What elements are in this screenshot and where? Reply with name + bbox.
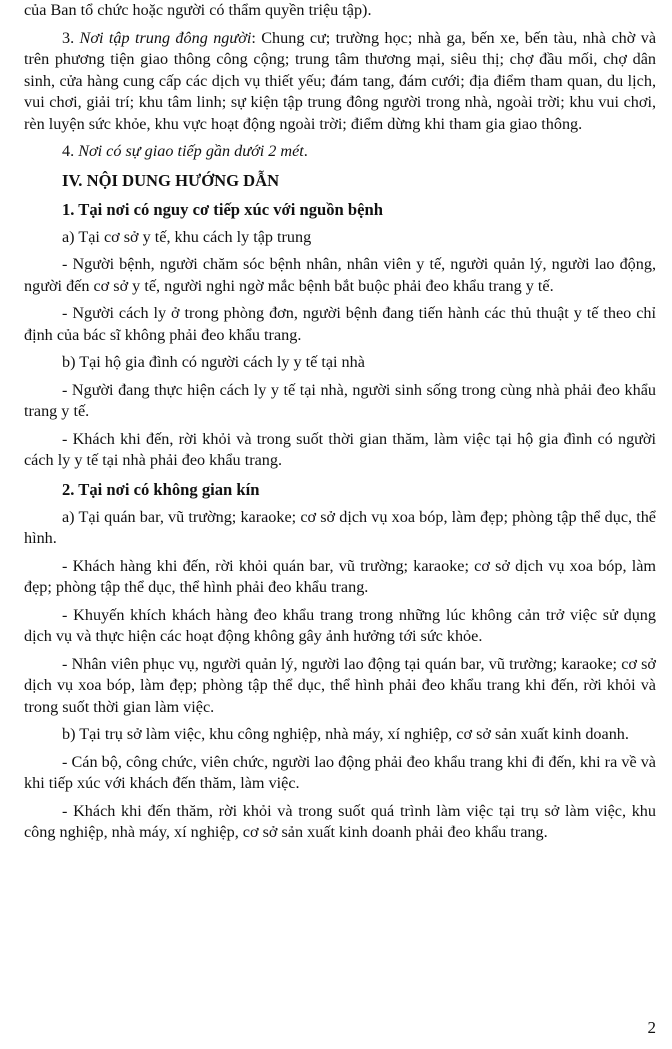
paragraph: a) Tại cơ sở y tế, khu cách ly tập trung bbox=[62, 227, 312, 246]
item-number: 3. bbox=[62, 28, 80, 47]
paragraph: - Người cách ly ở trong phòng đơn, người bệnh đang tiến hành các thủ thuật y tế theo chỉ định của bác sĩ không phải đeo khẩu trang. bbox=[24, 304, 656, 344]
paragraph: - Nhân viên phục vụ, người quản lý, người lao động tại quán bar, vũ trường; karaoke; cơ sở dịch vụ xoa bóp, làm đẹp; phòng tập thể dục, thể hình phải đeo khẩu trang khi đến, rời khỏi và trong suốt thời gian làm việc. bbox=[24, 654, 656, 716]
paragraph-text: : Chung cư; trường học; nhà ga, bến xe, bến tàu, nhà chờ và trên phương tiện giao thông công cộng; trung tâm thương mại, siêu thị; chợ đầu mối, chợ dân sinh, cửa hàng cung cấp các dịch vụ thiết yếu; đám tang, đám cưới; địa điểm tham quan, du lịch, vui chơi, giải trí; khu tâm linh; sự kiện tập trung đông người trong nhà, ngoài trời; khu vui chơi, rèn luyện sức khỏe, khu vực hoạt động ngoài trời; điểm dừng khi tham gia giao thông. bbox=[24, 28, 657, 133]
paragraph: - Người đang thực hiện cách ly y tế tại nhà, người sinh sống trong cùng nhà phải đeo khẩu trang y tế. bbox=[24, 380, 656, 420]
paragraph: - Người bệnh, người chăm sóc bệnh nhân, nhân viên y tế, người quản lý, người lao động, người đến cơ sở y tế, người nghi ngờ mắc bệnh bắt buộc phải đeo khẩu trang y tế. bbox=[24, 255, 656, 295]
paragraph-text: của Ban tổ chức hoặc người có thẩm quyền triệu tập). bbox=[24, 1, 372, 19]
subsection-heading: 1. Tại nơi có nguy cơ tiếp xúc với nguồn bệnh bbox=[62, 199, 383, 219]
paragraph-text: . bbox=[303, 142, 308, 160]
term-crowded-places: Nơi tập trung đông người bbox=[79, 28, 252, 47]
document-page bbox=[24, 0, 656, 850]
page-number: 2 bbox=[647, 1018, 656, 1037]
paragraph: - Khách khi đến thăm, rời khỏi và trong suốt quá trình làm việc tại trụ sở làm việc, khu công nghiệp, nhà máy, xí nghiệp, cơ sở sản xuất kinh doanh phải đeo khẩu trang. bbox=[24, 801, 656, 841]
paragraph-continuation bbox=[24, 0, 656, 22]
section-heading: IV. NỘI DUNG HƯỚNG DẪN bbox=[62, 170, 280, 190]
paragraph: a) Tại quán bar, vũ trường; karaoke; cơ sở dịch vụ xoa bóp, làm đẹp; phòng tập thể dục, thể hình. bbox=[24, 507, 656, 547]
subsection-heading: 2. Tại nơi có không gian kín bbox=[62, 479, 260, 499]
term-close-contact: Nơi có sự giao tiếp gần dưới 2 mét bbox=[78, 142, 304, 160]
paragraph-crowded-places bbox=[24, 28, 656, 136]
paragraph: b) Tại trụ sở làm việc, khu công nghiệp, nhà máy, xí nghiệp, cơ sở sản xuất kinh doanh. bbox=[62, 725, 629, 743]
item-number: 4. bbox=[62, 142, 79, 160]
paragraph: - Khách khi đến, rời khỏi và trong suốt thời gian thăm, làm việc tại hộ gia đình có người cách ly y tế tại nhà phải đeo khẩu trang. bbox=[24, 429, 656, 469]
paragraph: - Khách hàng khi đến, rời khỏi quán bar, vũ trường; karaoke; cơ sở dịch vụ xoa bóp, làm đẹp; phòng tập thể dục, thể hình phải đeo khẩu trang. bbox=[24, 556, 656, 596]
paragraph: - Khuyến khích khách hàng đeo khẩu trang trong những lúc không cản trở việc sử dụng dịch vụ và thực hiện các hoạt động không gây ảnh hưởng tới sức khỏe. bbox=[24, 605, 656, 645]
paragraph-close-contact bbox=[24, 141, 656, 163]
paragraph: - Cán bộ, công chức, viên chức, người lao động phải đeo khẩu trang khi đi đến, khi ra về và khi tiếp xúc với khách đến thăm, làm việc. bbox=[24, 752, 656, 792]
paragraph: b) Tại hộ gia đình có người cách ly y tế tại nhà bbox=[62, 353, 365, 371]
